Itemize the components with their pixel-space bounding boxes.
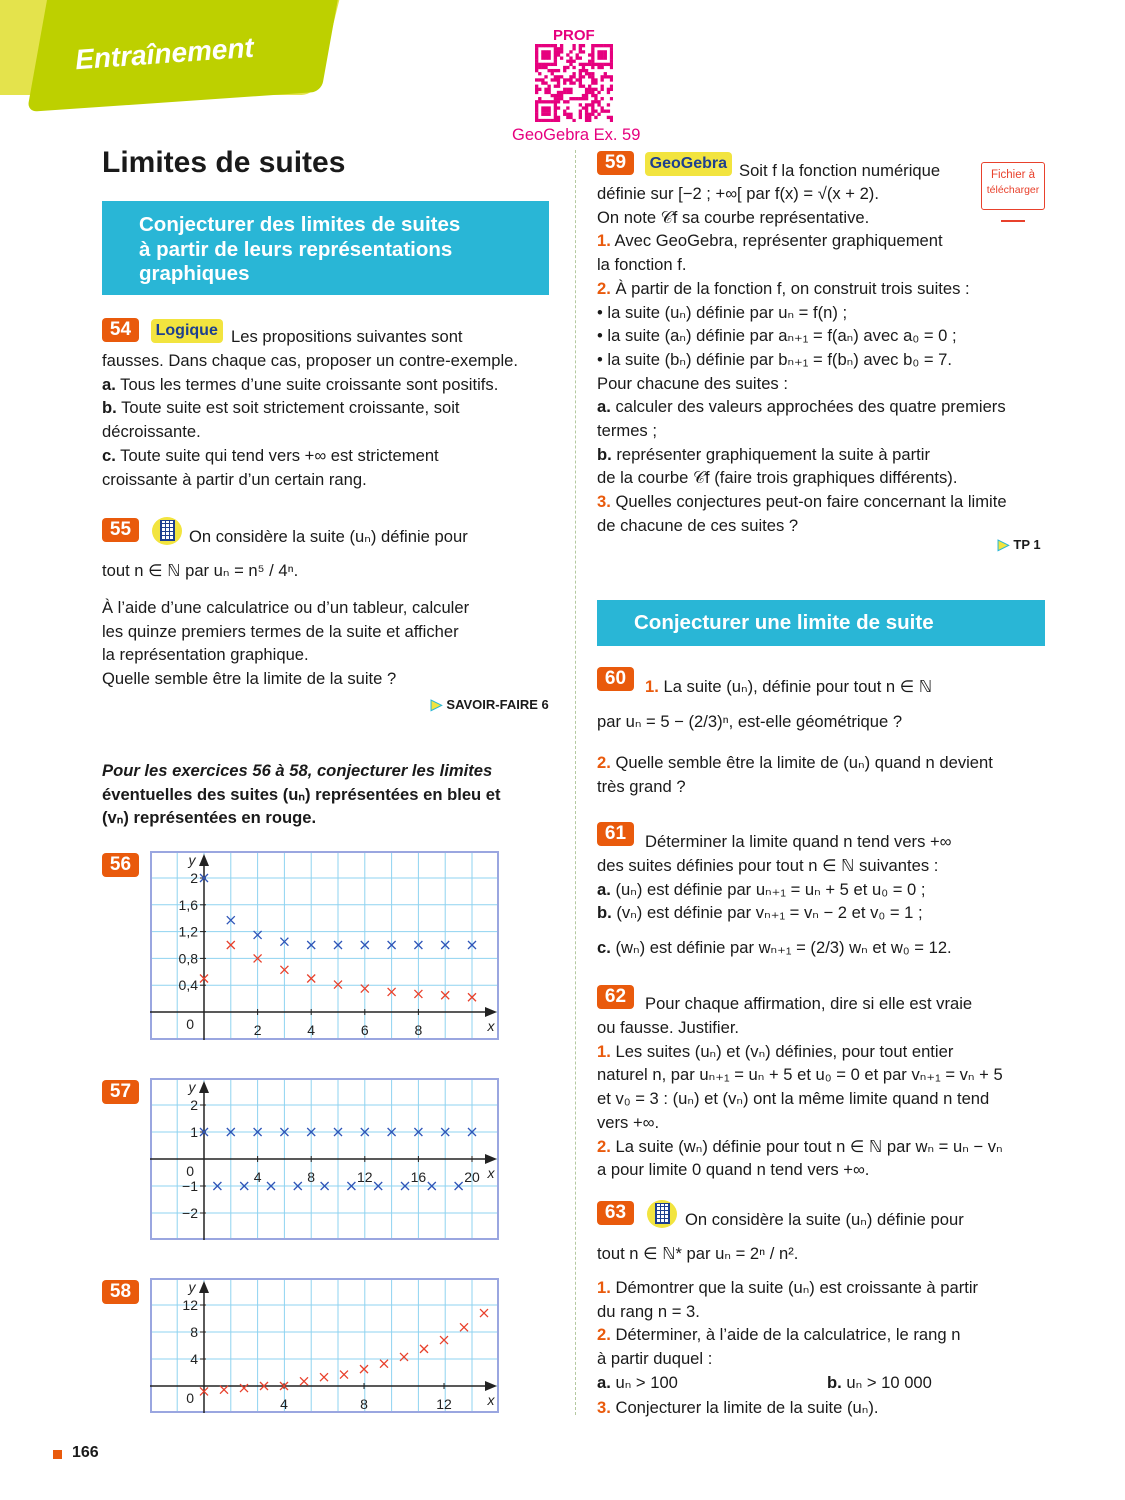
intro-line: Pour les exercices 56 à 58, conjecturer les limites <box>102 761 493 780</box>
x-axis-arrow <box>485 1154 497 1164</box>
question-number: 1. <box>597 231 611 251</box>
text-line <box>597 277 1007 301</box>
text-line <box>102 349 518 373</box>
y-tick-label: 0,4 <box>178 977 198 994</box>
text-line <box>597 466 1007 490</box>
question-number: 2. <box>597 753 611 772</box>
exercise-61-c <box>597 936 952 960</box>
data-point-v <box>480 1309 488 1317</box>
line-text: Quelles conjectures peut-on faire concernant la limite <box>615 492 1007 512</box>
line-text: et v₀ = 3 : (uₙ) et (vₙ) ont la même limite quand n tend <box>597 1089 990 1109</box>
x-tick-label: 6 <box>360 1022 369 1038</box>
x-axis-label: x <box>487 1392 495 1408</box>
line-text: La suite (uₙ), définie pour tout n ∈ ℕ <box>663 677 933 696</box>
page-title: Limites de suites <box>102 146 346 179</box>
question-number: 2. <box>597 1136 611 1156</box>
item-label: b. <box>827 1373 842 1392</box>
x-axis-arrow <box>485 1381 497 1391</box>
item-label: b. <box>597 903 612 923</box>
item-label: c. <box>102 445 116 465</box>
question-number: 3. <box>597 492 611 512</box>
exercise-55-formula: tout n ∈ ℕ par uₙ = n⁵ / 4ⁿ. <box>102 561 299 580</box>
line-text: • la suite (uₙ) définie par uₙ = f(n) ; <box>597 302 848 322</box>
text-line <box>597 1063 1003 1087</box>
y-axis-arrow <box>199 1281 209 1293</box>
exercise-59-intro <box>739 159 940 183</box>
item-label: a. <box>102 374 116 394</box>
line-text: Déterminer, à l’aide de la calculatrice, le rang n <box>615 1325 961 1345</box>
exercise-63-q3 <box>597 1396 878 1420</box>
exercise-55-body <box>102 596 469 691</box>
text-line <box>597 1135 1003 1159</box>
text-line <box>597 206 1007 230</box>
text-line <box>597 1040 1003 1064</box>
section-heading-graphical <box>102 201 549 295</box>
y-tick-label: −1 <box>182 1178 198 1194</box>
line-text: (vₙ) est définie par vₙ₊₁ = vₙ − 2 et v₀ = 1 ; <box>616 903 923 923</box>
line-text: Conjecturer la limite de la suite (uₙ). <box>615 1398 879 1417</box>
text-line <box>102 444 518 468</box>
tp-label: TP 1 <box>1013 537 1041 552</box>
origin-label: 0 <box>186 1163 194 1179</box>
line-text: la fonction f. <box>597 255 687 275</box>
text-line <box>827 1371 932 1395</box>
graph-exercise-57 <box>150 1078 499 1240</box>
savoir-faire-label: SAVOIR-FAIRE 6 <box>446 697 549 712</box>
exercise-number: 60 <box>597 667 634 691</box>
text-line <box>597 324 1007 348</box>
text-line <box>597 1396 878 1420</box>
line-text: définie sur [−2 ; +∞[ par f(x) = √(x + 2). <box>597 184 879 203</box>
origin-label: 0 <box>186 1390 194 1406</box>
text-line <box>597 301 1007 325</box>
qr-code-icon[interactable] <box>535 44 613 122</box>
y-tick-label: 2 <box>190 870 198 886</box>
text-line <box>739 159 940 183</box>
x-tick-label: 12 <box>436 1396 452 1412</box>
exercise-63-body <box>597 1276 978 1371</box>
x-tick-label: 8 <box>360 1396 368 1412</box>
item-label: c. <box>597 938 611 957</box>
exercise-55-header <box>102 517 182 545</box>
exercise-54-intro <box>231 325 463 349</box>
exercise-60-q1 <box>645 675 932 699</box>
x-tick-label: 8 <box>307 1169 316 1185</box>
line-text: très grand ? <box>597 776 686 796</box>
text-line <box>597 1371 678 1395</box>
exercise-62-body <box>597 1016 1003 1182</box>
line-text: Démontrer que la suite (uₙ) est croissante à partir <box>615 1278 979 1297</box>
text-line <box>102 420 518 444</box>
exercises-56-58-intro <box>102 759 501 830</box>
line-text: Quelle semble être la limite de (uₙ) quand n devient <box>615 753 993 772</box>
line-text: Quelle semble être la limite de la suite ? <box>102 669 397 689</box>
data-point-v <box>360 1365 368 1373</box>
exercise-60-q1-formula <box>597 710 902 734</box>
line-text: Les propositions suivantes sont <box>231 327 463 346</box>
data-point-v <box>240 1384 248 1392</box>
text-line <box>645 992 972 1016</box>
data-point-v <box>420 1345 428 1353</box>
exercise-61-body <box>597 854 938 925</box>
y-tick-label: −2 <box>182 1205 198 1221</box>
line-text: à partir duquel : <box>597 1349 713 1369</box>
line-text: décroissante. <box>102 422 201 442</box>
text-line <box>231 325 463 349</box>
section-heading-line: graphiques <box>139 262 250 285</box>
page-number: 166 <box>72 1444 99 1461</box>
line-text: uₙ > 100 <box>615 1373 678 1392</box>
line-text: À l’aide d’une calculatrice ou d’un tableur, calculer <box>102 598 470 617</box>
text-line <box>597 419 1007 443</box>
play-triangle-icon: ▶ <box>431 696 442 712</box>
x-tick-label: 12 <box>357 1169 373 1185</box>
y-axis-arrow <box>199 1081 209 1093</box>
line-text: • la suite (bₙ) définie par bₙ₊₁ = f(bₙ) avec b₀ = 7. <box>597 349 952 369</box>
x-tick-label: 4 <box>280 1396 288 1412</box>
y-tick-label: 12 <box>182 1297 198 1313</box>
data-point-v <box>340 1371 348 1379</box>
line-text: (wₙ) est définie par wₙ₊₁ = (2/3) wₙ et w₀ = 12. <box>615 938 952 957</box>
line-text: Tous les termes d’une suite croissante sont positifs. <box>120 374 499 394</box>
exercise-number: 57 <box>102 1080 139 1104</box>
line-text: Les suites (uₙ) et (vₙ) définies, pour tout entier <box>615 1041 954 1061</box>
y-tick-label: 1 <box>190 1124 198 1140</box>
question-number: 1. <box>597 1278 611 1297</box>
line-text: de chacune de ces suites ? <box>597 515 799 535</box>
text-line <box>102 667 469 691</box>
data-point-v <box>300 1377 308 1385</box>
section-label: Entraînement <box>74 31 255 76</box>
exercise-number: 61 <box>597 822 634 846</box>
line-text: Toute suite est soit strictement croissante, soit <box>121 398 460 418</box>
line-text: uₙ > 10 000 <box>846 1373 932 1392</box>
text-line <box>597 1087 1003 1111</box>
item-label: b. <box>102 398 117 418</box>
text-line <box>597 443 1007 467</box>
text-line <box>597 936 952 960</box>
line-text: la représentation graphique. <box>102 645 309 665</box>
line-text: du rang n = 3. <box>597 1301 700 1321</box>
line-text: termes ; <box>597 421 657 441</box>
exercise-63-b <box>827 1371 932 1395</box>
calculator-icon <box>152 517 182 545</box>
text-line <box>597 182 1007 206</box>
question-number: 1. <box>645 677 659 696</box>
data-point-v <box>440 1336 448 1344</box>
line-text: de la courbe 𝒞f (faire trois graphiques différents). <box>597 468 958 488</box>
y-tick-label: 1,6 <box>178 896 198 913</box>
text-line <box>597 775 993 799</box>
section-heading-line: à partir de leurs représentations <box>139 237 453 261</box>
logic-tag: Logique <box>151 319 223 343</box>
y-tick-label: 8 <box>190 1324 198 1340</box>
text-line <box>597 901 938 925</box>
line-text: (uₙ) est définie par uₙ₊₁ = uₙ + 5 et u₀ = 0 ; <box>615 879 926 899</box>
exercise-number: 55 <box>102 518 139 542</box>
x-tick-label: 20 <box>464 1169 480 1185</box>
text-line <box>597 1016 1003 1040</box>
play-triangle-icon: ▶ <box>998 536 1009 552</box>
text-line <box>597 1347 978 1371</box>
text-line <box>597 1323 978 1347</box>
exercise-54-body <box>102 349 518 491</box>
line-text: Pour chacune des suites : <box>597 373 788 393</box>
data-point-v <box>380 1360 388 1368</box>
exercise-63-intro: On considère la suite (uₙ) définie pour <box>685 1210 964 1229</box>
y-tick-label: 2 <box>190 1097 198 1113</box>
y-tick-label: 4 <box>190 1351 198 1367</box>
text-line <box>597 878 938 902</box>
item-label: a. <box>597 1373 611 1392</box>
line-text: Soit f la fonction numérique <box>739 161 941 180</box>
line-text: par uₙ = 5 − (2/3)ⁿ, est-elle géométrique ? <box>597 712 903 731</box>
x-tick-label: 2 <box>253 1022 262 1038</box>
exercise-55-intro: On considère la suite (uₙ) définie pour <box>189 527 468 546</box>
text-line <box>597 854 938 878</box>
x-axis-label: x <box>487 1018 495 1034</box>
text-line <box>102 620 469 644</box>
tp-link[interactable] <box>998 534 1041 554</box>
line-text: des suites définies pour tout n ∈ ℕ suivantes : <box>597 856 939 875</box>
exercise-63-formula: tout n ∈ ℕ* par uₙ = 2ⁿ / n². <box>597 1244 799 1263</box>
text-line <box>102 396 518 420</box>
line-text: On note 𝒞f sa courbe représentative. <box>597 207 870 227</box>
exercise-number: 62 <box>597 985 634 1009</box>
page-marker-icon <box>53 1450 62 1459</box>
x-tick-label: 8 <box>414 1022 423 1038</box>
item-label: b. <box>597 444 612 464</box>
question-number: 3. <box>597 1398 611 1417</box>
section-heading-line: Conjecturer une limite de suite <box>634 611 934 634</box>
line-text: vers +∞. <box>597 1112 660 1132</box>
download-label: Fichier à <box>990 169 1036 181</box>
exercise-number: 59 <box>597 151 634 175</box>
exercise-59-body <box>597 182 1007 538</box>
text-line <box>597 490 1007 514</box>
exercise-number: 56 <box>102 853 139 877</box>
calculator-icon <box>647 1200 677 1228</box>
line-text: Toute suite qui tend vers +∞ est strictement <box>120 445 439 465</box>
x-axis-label: x <box>487 1165 495 1181</box>
text-line <box>102 643 469 667</box>
line-text: La suite (wₙ) définie pour tout n ∈ ℕ par wₙ = uₙ − vₙ <box>615 1136 1003 1156</box>
geogebra-tag: GeoGebra <box>645 152 732 176</box>
exercise-59-header <box>597 151 732 176</box>
exercise-60-q2 <box>597 751 993 798</box>
text-line <box>597 751 993 775</box>
line-text: Déterminer la limite quand n tend vers +∞ <box>645 832 952 851</box>
line-text: calculer des valeurs approchées des quatre premiers <box>615 397 1006 417</box>
line-text: Avec GeoGebra, représenter graphiquement <box>614 231 943 251</box>
column-divider <box>575 150 576 1415</box>
text-line <box>597 1158 1003 1182</box>
graph-exercise-56 <box>150 851 499 1040</box>
intro-line: (vₙ) représentées en rouge. <box>102 808 317 828</box>
text-line <box>597 372 1007 396</box>
section-heading-line: Conjecturer des limites de suites <box>139 213 461 236</box>
text-line <box>597 229 1007 253</box>
y-axis-label: y <box>188 1279 196 1295</box>
exercise-number: 63 <box>597 1201 634 1225</box>
qr-label-prof: PROF <box>553 27 595 44</box>
exercise-number: 54 <box>102 318 139 342</box>
item-label: a. <box>597 397 611 417</box>
text-line <box>597 253 1007 277</box>
x-tick-label: 16 <box>410 1169 427 1185</box>
x-tick-label: 4 <box>253 1169 262 1185</box>
item-label: a. <box>597 879 611 899</box>
text-line <box>102 468 518 492</box>
line-text: À partir de la fonction f, on construit trois suites : <box>615 278 970 298</box>
text-line <box>597 514 1007 538</box>
y-axis-arrow <box>199 854 209 866</box>
y-tick-label: 0,8 <box>178 950 198 967</box>
text-line <box>102 373 518 397</box>
exercise-62-intro <box>645 992 972 1016</box>
text-line <box>597 395 1007 419</box>
exercise-61-intro <box>645 830 952 854</box>
intro-line: éventuelles des suites (uₙ) représentées en bleu et <box>102 784 501 804</box>
line-text: Pour chaque affirmation, dire si elle est vraie <box>645 994 973 1013</box>
text-line <box>597 1300 978 1324</box>
question-number: 2. <box>597 1325 611 1345</box>
line-text: ou fausse. Justifier. <box>597 1018 740 1037</box>
line-text: fausses. Dans chaque cas, proposer un contre-exemple. <box>102 351 518 370</box>
graph-exercise-58 <box>150 1278 499 1413</box>
download-label: télécharger <box>986 184 1040 196</box>
data-point-v <box>320 1373 328 1381</box>
text-line <box>597 1276 978 1300</box>
line-text: représenter graphiquement la suite à partir <box>616 444 930 464</box>
exercise-63-header <box>597 1200 677 1228</box>
savoir-faire-link[interactable] <box>431 694 549 714</box>
x-axis-arrow <box>485 1007 497 1017</box>
question-number: 1. <box>597 1041 611 1061</box>
text-line <box>645 675 932 699</box>
origin-label: 0 <box>186 1016 194 1032</box>
question-number: 2. <box>597 278 611 298</box>
exercise-number: 58 <box>102 1280 139 1304</box>
line-text: • la suite (aₙ) définie par aₙ₊₁ = f(aₙ) avec a₀ = 0 ; <box>597 326 957 346</box>
x-tick-label: 4 <box>307 1022 316 1038</box>
exercise-54-header <box>102 318 223 343</box>
text-line <box>102 596 469 620</box>
section-heading-limit <box>597 600 1045 646</box>
qr-caption[interactable]: GeoGebra Ex. 59 <box>512 126 641 144</box>
data-point-v <box>460 1323 468 1331</box>
data-point-v <box>220 1386 228 1394</box>
text-line <box>597 348 1007 372</box>
line-text: les quinze premiers termes de la suite et afficher <box>102 621 459 641</box>
line-text: naturel n, par uₙ₊₁ = uₙ + 5 et u₀ = 0 et par vₙ₊₁ = vₙ + 5 <box>597 1065 1003 1085</box>
exercise-63-a <box>597 1371 678 1395</box>
y-tick-label: 1,2 <box>178 923 198 940</box>
line-text: croissante à partir d’un certain rang. <box>102 469 367 489</box>
text-line <box>597 1111 1003 1135</box>
line-text: a pour limite 0 quand n tend vers +∞. <box>597 1160 870 1180</box>
text-line <box>597 710 902 734</box>
text-line <box>645 830 952 854</box>
y-axis-label: y <box>188 1079 196 1095</box>
data-point-v <box>400 1353 408 1361</box>
y-axis-label: y <box>188 852 196 868</box>
